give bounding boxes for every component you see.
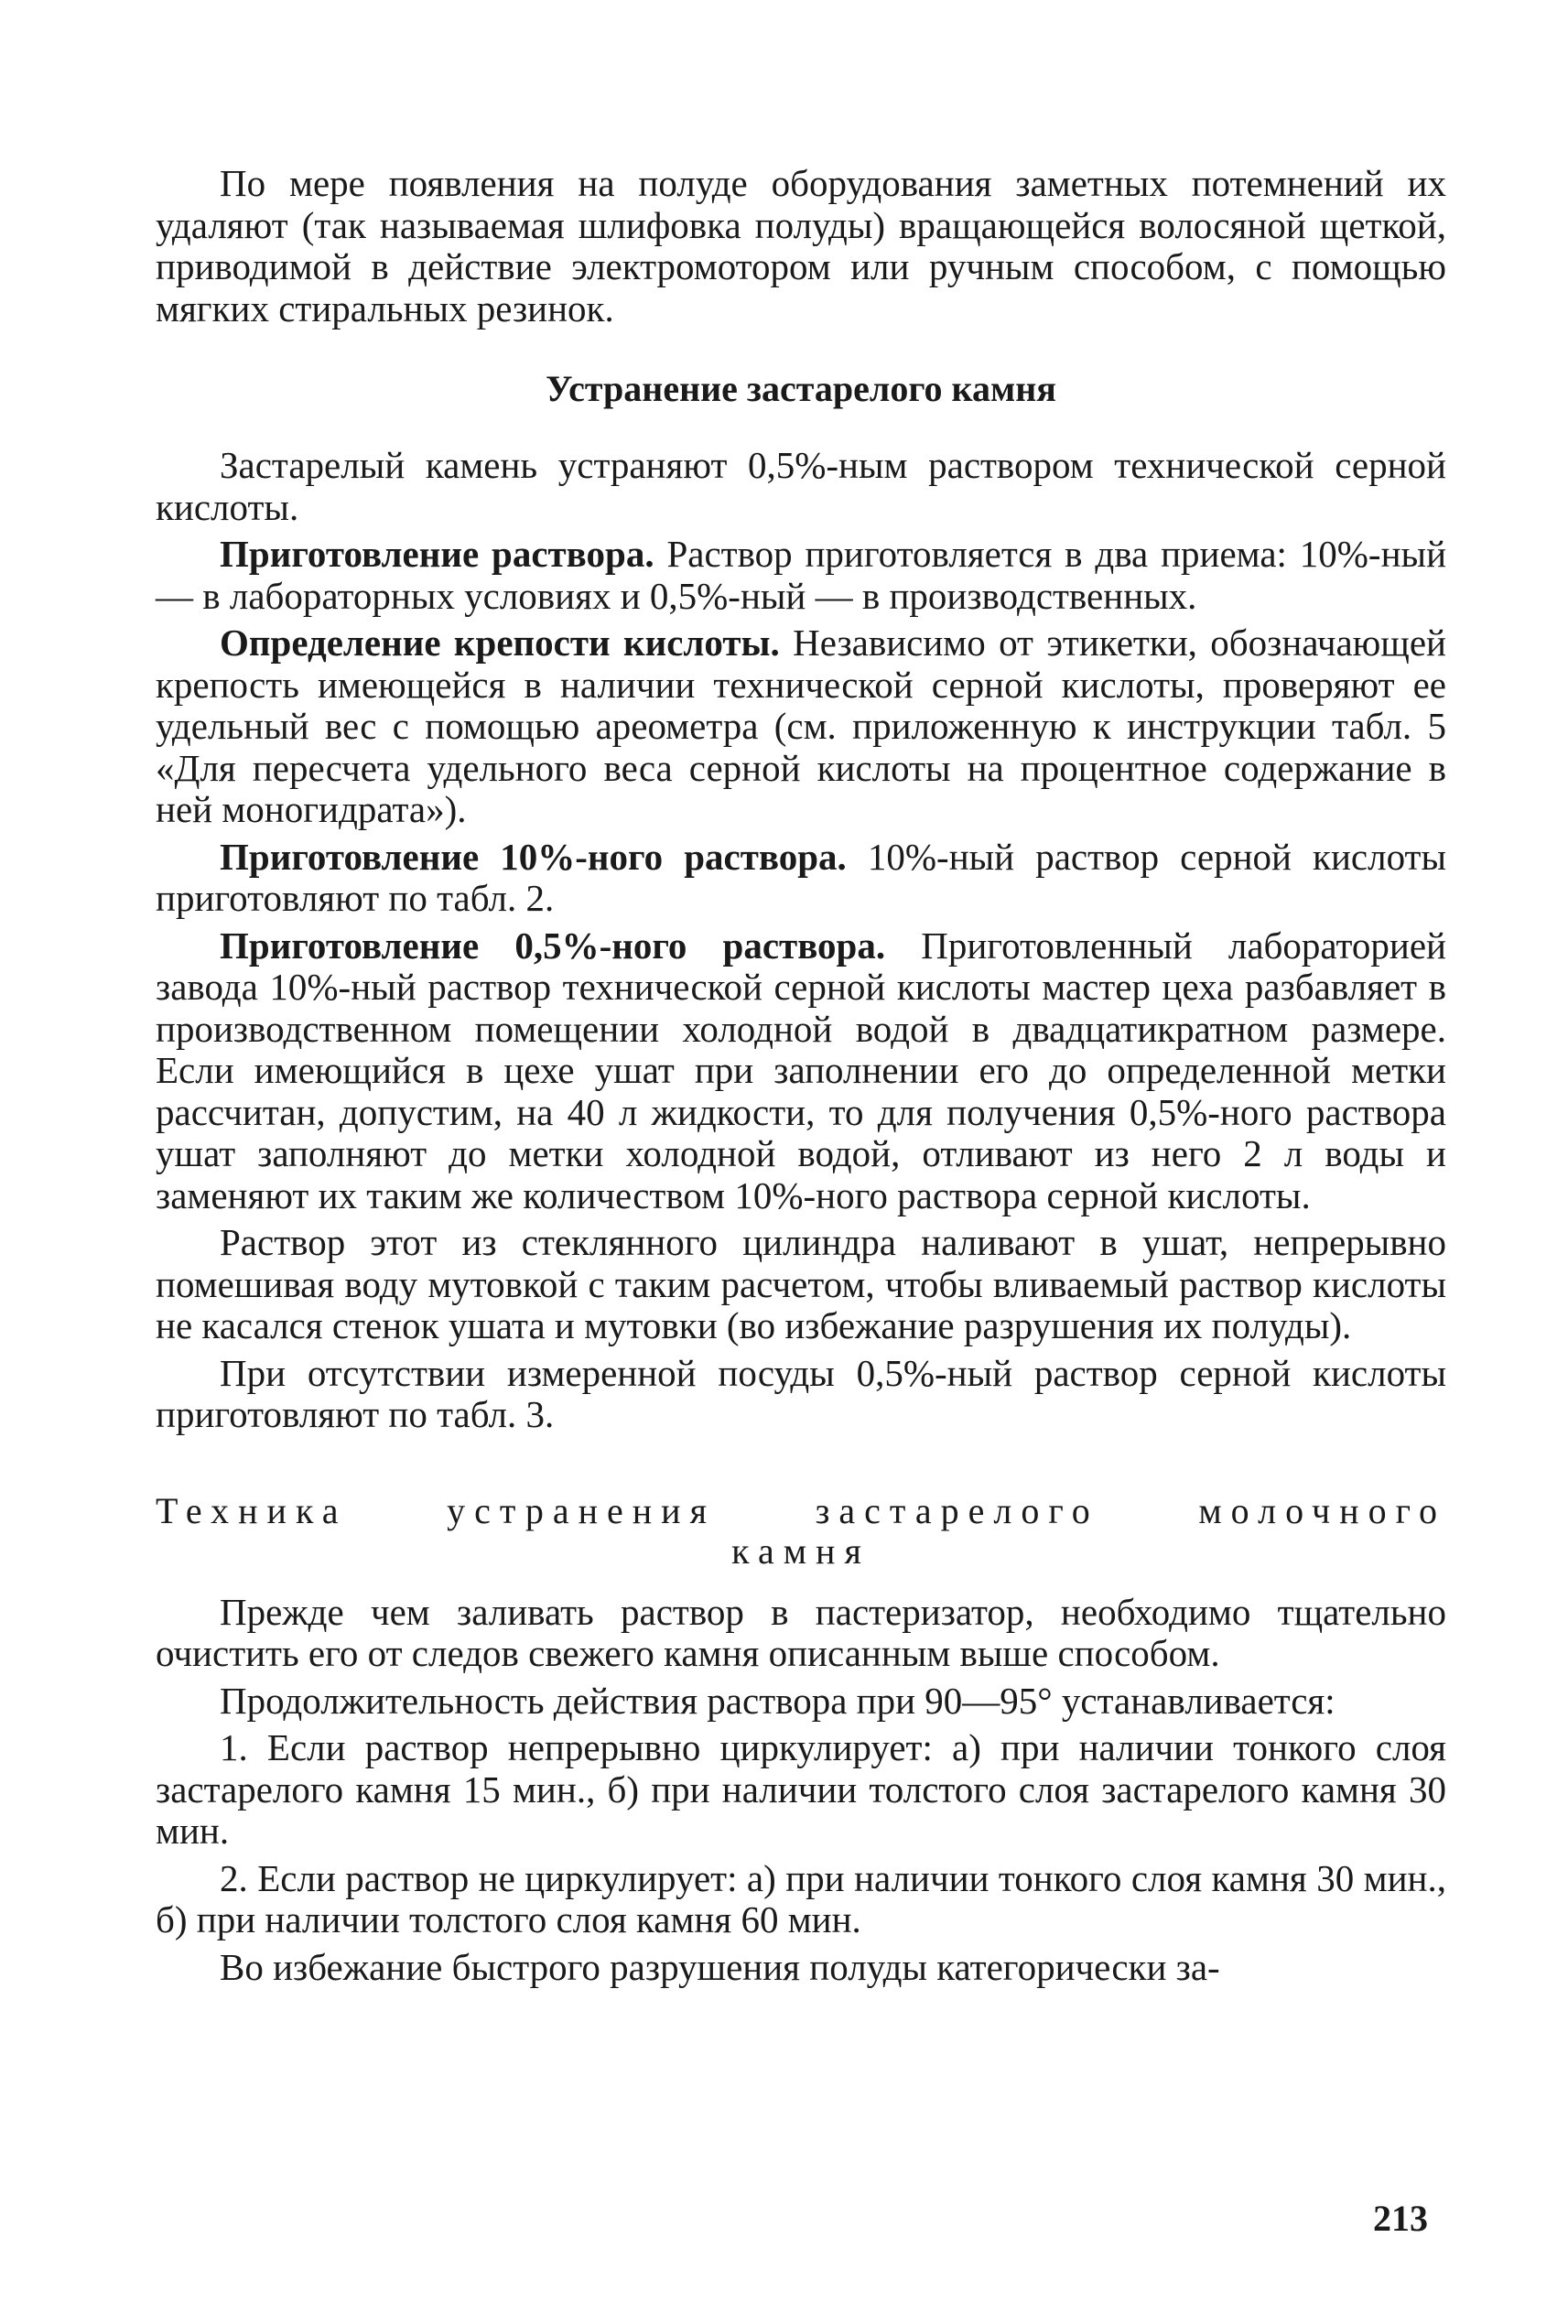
- paragraph-text: Приготовленный лабораторией завода 10%-ный раствор технической серной кислоты мастер цеха разбавляет в производственном помещении холодной водой в двадцатикратном размере. Если имеющийся в цехе ушат при заполнении его до определенной метки рассчитан, допустим, на 40 л жидкости, то для получения 0,5%-ного раствора ушат заполняют до метки холодной водой, отливают из него 2 л воды и заменяют их таким же количеством 10%-ного раствора серной кислоты.: [156, 924, 1446, 1216]
- paragraph-text: Независимо от этикетки, обозначающей крепость имеющейся в наличии технической серной кислоты, проверяют ее удельный вес с помощью ареометра (см. приложенную к инструкции табл. 5 «Для пересчета удельного веса серной кислоты на процентное содержание в ней моногидрата»).: [156, 622, 1446, 830]
- paragraph-text: 10%-ный раствор серной кислоты приготовляют по табл. 2.: [156, 835, 1446, 919]
- section-heading-old-stone: Устранение застарелого камня: [546, 368, 1056, 409]
- list-item-circulating: 1. Если раствор непрерывно циркулирует: а) при наличии тонкого слоя застарелого камня 15 мин., б) при наличии толстого слоя застарелого камня 30 мин.: [156, 1726, 1446, 1852]
- runin-title: Приготовление 10%-ного раствора.: [220, 835, 847, 878]
- paragraph-no-measuring-vessel: При отсутствии измеренной посуды 0,5%-ный раствор серной кислоты приготовляют по табл. 3.: [156, 1351, 1446, 1435]
- paragraph-10-percent: [156, 837, 1446, 920]
- runin-title: Определение крепости кислоты.: [220, 622, 780, 664]
- section-heading-technique: [156, 1491, 1446, 1572]
- paragraph-avoid-destruction: Во избежание быстрого разрушения полуды категорически за-: [220, 1945, 1220, 1988]
- heading-line-1: Техника устранения застарелого молочного: [156, 1489, 1446, 1531]
- paragraph-acid-strength: [156, 622, 1446, 831]
- intro-paragraph: По мере появления на полуде оборудования заметных потемнений их удаляют (так называемая шлифовка полуды) вращающейся волосяной щеткой, приводимой в действие электромотором или ручным способом, с помощью мягких стиральных резинок.: [156, 162, 1446, 330]
- runin-title: Приготовление 0,5%-ного раствора.: [220, 924, 886, 967]
- heading-line-2: камня: [731, 1530, 871, 1572]
- paragraph-before-pouring: Прежде чем заливать раствор в пастеризатор, необходимо тщательно очистить его от следов свежего камня описанным выше способом.: [156, 1590, 1446, 1674]
- page-number: 213: [1373, 2198, 1428, 2239]
- paragraph-duration: Продолжительность действия раствора при 90—95° устанавливается:: [220, 1679, 1336, 1722]
- list-item-not-circulating: 2. Если раствор не циркулирует: а) при наличии тонкого слоя камня 30 мин., б) при наличии толстого слоя камня 60 мин.: [156, 1856, 1446, 1940]
- paragraph-old-stone-removal: Застарелый камень устраняют 0,5%-ным раствором технической серной кислоты.: [156, 444, 1446, 528]
- paragraph-text: Раствор приготовляется в два приема: 10%-ный — в лабораторных условиях и 0,5%-ный — в производственных.: [156, 533, 1447, 617]
- page-body: [156, 163, 1446, 1988]
- runin-title: Приготовление раствора.: [220, 533, 654, 575]
- paragraph-pouring: Раствор этот из стеклянного цилиндра наливают в ушат, непрерывно помешивая воду мутовкой с таким расчетом, чтобы вливаемый раствор кислоты не касался стенок ушата и мутовки (во избежание разрушения их полуды).: [156, 1221, 1446, 1346]
- paragraph-solution-preparation: [156, 534, 1446, 617]
- paragraph-05-percent: [156, 925, 1446, 1217]
